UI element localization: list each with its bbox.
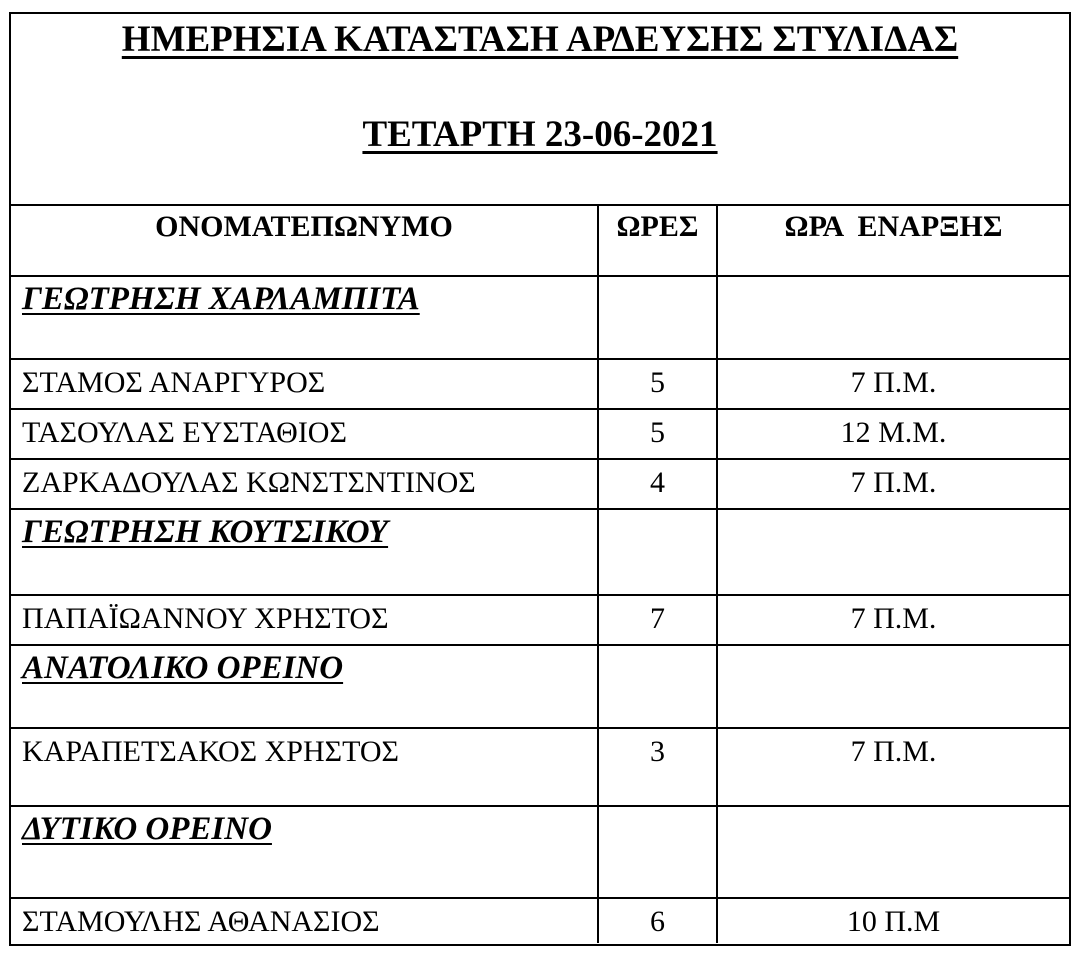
table-row <box>11 728 1069 806</box>
document-date: ΤΕΤΑΡΤΗ 23-06-2021 <box>362 114 718 155</box>
section-row <box>11 509 1069 595</box>
start-time-cell <box>717 645 1069 728</box>
table-row <box>11 595 1069 645</box>
hours-cell: 5 <box>598 409 717 459</box>
person-name: ΣΤΑΜΟΥΛΗΣ ΑΘΑΝΑΣΙΟΣ <box>11 898 598 943</box>
section-title: ΑΝΑΤΟΛΙΚΟ ΟΡΕΙΝΟ <box>11 645 598 728</box>
schedule-table <box>11 206 1069 943</box>
start-time-cell: 7 Π.Μ. <box>717 459 1069 509</box>
start-time-cell: 7 Π.Μ. <box>717 728 1069 806</box>
start-time-cell <box>717 276 1069 359</box>
person-name: ΖΑΡΚΑΔΟΥΛΑΣ ΚΩΝΣΤΣΝΤΙΝΟΣ <box>11 459 598 509</box>
section-row <box>11 645 1069 728</box>
start-time-cell: 7 Π.Μ. <box>717 595 1069 645</box>
start-time-cell <box>717 806 1069 898</box>
hours-cell <box>598 645 717 728</box>
title-block <box>11 14 1069 206</box>
hours-cell: 3 <box>598 728 717 806</box>
column-header-name: ΟΝΟΜΑΤΕΠΩΝΥΜΟ <box>11 206 598 276</box>
hours-cell <box>598 509 717 595</box>
section-title: ΓΕΩΤΡΗΣΗ ΚΟΥΤΣΙΚΟΥ <box>11 509 598 595</box>
section-title: ΔΥΤΙΚΟ ΟΡΕΙΝΟ <box>11 806 598 898</box>
irrigation-schedule-document <box>9 12 1071 946</box>
section-title: ΓΕΩΤΡΗΣΗ ΧΑΡΛΑΜΠΙΤΑ <box>11 276 598 359</box>
hours-cell: 5 <box>598 359 717 409</box>
hours-cell <box>598 806 717 898</box>
hours-cell: 7 <box>598 595 717 645</box>
start-time-cell: 10 Π.Μ <box>717 898 1069 943</box>
start-time-cell <box>717 509 1069 595</box>
table-row <box>11 898 1069 943</box>
table-row <box>11 409 1069 459</box>
column-header-start-time: ΩΡΑ ΕΝΑΡΞΗΣ <box>717 206 1069 276</box>
start-time-cell: 7 Π.Μ. <box>717 359 1069 409</box>
hours-cell <box>598 276 717 359</box>
table-row <box>11 459 1069 509</box>
hours-cell: 4 <box>598 459 717 509</box>
column-header-hours: ΩΡΕΣ <box>598 206 717 276</box>
person-name: ΠΑΠΑΪΩΑΝΝΟΥ ΧΡΗΣΤΟΣ <box>11 595 598 645</box>
person-name: ΚΑΡΑΠΕΤΣΑΚΟΣ ΧΡΗΣΤΟΣ <box>11 728 598 806</box>
table-header-row <box>11 206 1069 276</box>
section-row <box>11 806 1069 898</box>
document-title: ΗΜΕΡΗΣΙΑ ΚΑΤΑΣΤΑΣΗ ΑΡΔΕΥΣΗΣ ΣΤΥΛΙΔΑΣ <box>121 19 959 60</box>
table-row <box>11 359 1069 409</box>
start-time-cell: 12 Μ.Μ. <box>717 409 1069 459</box>
hours-cell: 6 <box>598 898 717 943</box>
section-row <box>11 276 1069 359</box>
person-name: ΤΑΣΟΥΛΑΣ ΕΥΣΤΑΘΙΟΣ <box>11 409 598 459</box>
person-name: ΣΤΑΜΟΣ ΑΝΑΡΓΥΡΟΣ <box>11 359 598 409</box>
